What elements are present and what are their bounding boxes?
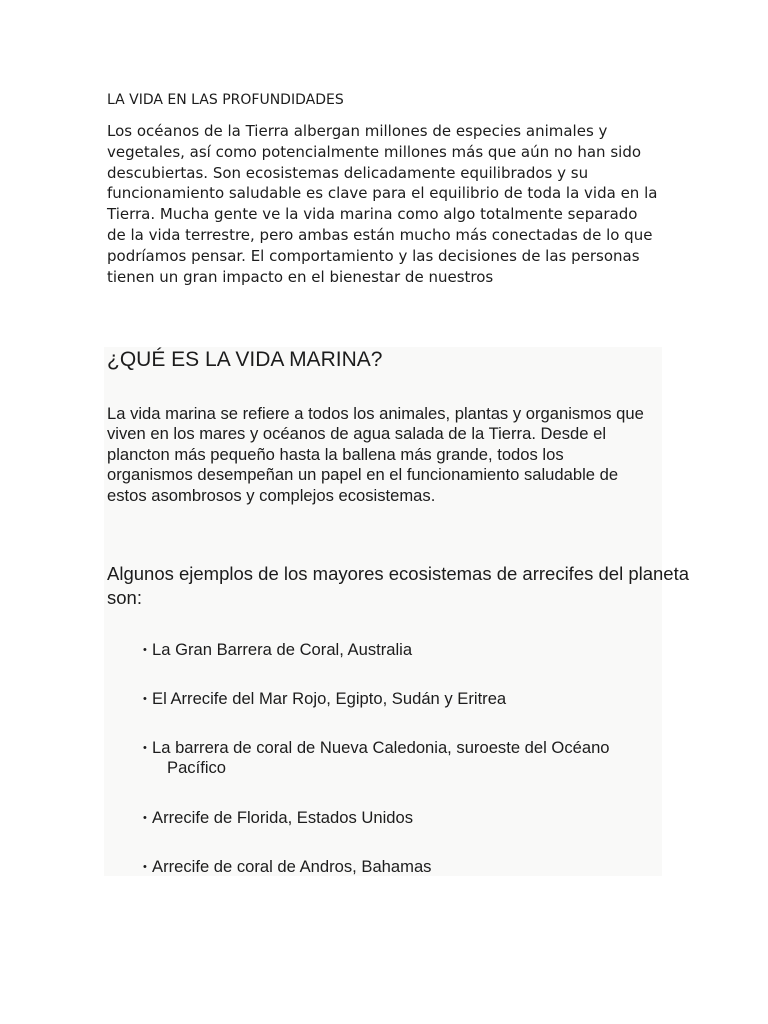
intro-line: funcionamiento saludable es clave para el equilibrio de toda la vida en la [107, 184, 658, 203]
section-body-line: viven en los mares y océanos de agua salada de la Tierra. Desde el [107, 424, 607, 444]
list-item [143, 689, 643, 709]
bullet-icon: • [143, 861, 147, 873]
intro-line: Tierra. Mucha gente ve la vida marina como algo totalmente separado [107, 205, 638, 224]
list-item-text [143, 857, 643, 877]
examples-intro-line: Algunos ejemplos de los mayores ecosistemas de arrecifes del planeta [107, 563, 690, 584]
examples-intro [107, 562, 690, 609]
intro-line: descubiertas. Son ecosistemas delicadamente equilibrados y su [107, 163, 589, 182]
bullet-icon: • [143, 812, 147, 824]
intro-line: Los océanos de la Tierra albergan millones de especies animales y [107, 122, 608, 140]
intro-line: de la vida terrestre, pero ambas están mucho más conectadas de lo que [107, 225, 653, 244]
list-item-line: El Arrecife del Mar Rojo, Egipto, Sudán y Eritrea [152, 689, 507, 708]
list-item-line: Arrecife de coral de Andros, Bahamas [152, 857, 432, 876]
section-body-line: estos asombrosos y complejos ecosistemas. [107, 485, 436, 505]
list-item-line: Arrecife de Florida, Estados Unidos [152, 808, 414, 827]
section-body-paragraph [107, 404, 659, 506]
examples-intro-line: son: [107, 586, 142, 608]
section-body-line: La vida marina se refiere a todos los animales, plantas y organismos que [107, 404, 644, 423]
list-item [143, 808, 643, 828]
section-body-line: plancton más pequeño hasta la ballena más grande, todos los [107, 444, 564, 464]
list-item-line: Pacífico [167, 758, 227, 778]
list-item-text [143, 808, 643, 828]
intro-line: podríamos pensar. El comportamiento y las decisiones de las personas [107, 246, 640, 265]
list-item-line: La barrera de coral de Nueva Caledonia, suroeste del Océano [152, 738, 610, 757]
section-body-line: organismos desempeñan un papel en el funcionamiento saludable de [107, 465, 619, 485]
bullet-icon: • [143, 693, 147, 705]
list-item-line: La Gran Barrera de Coral, Australia [152, 640, 413, 659]
list-item-text [143, 689, 643, 709]
section-heading: ¿QUÉ ES LA VIDA MARINA? [107, 348, 383, 371]
list-item [143, 640, 643, 660]
intro-line: tienen un gran impacto en el bienestar de nuestros [107, 267, 494, 286]
intro-line: vegetales, así como potencialmente millones más que aún no han sido [107, 142, 642, 161]
list-item-text [143, 640, 643, 660]
list-item-text [143, 738, 643, 779]
list-item [143, 738, 643, 779]
intro-paragraph [107, 121, 667, 287]
document-title: LA VIDA EN LAS PROFUNDIDADES [107, 92, 344, 108]
bullet-icon: • [143, 742, 147, 754]
bullet-icon: • [143, 644, 147, 656]
list-item [143, 857, 643, 877]
